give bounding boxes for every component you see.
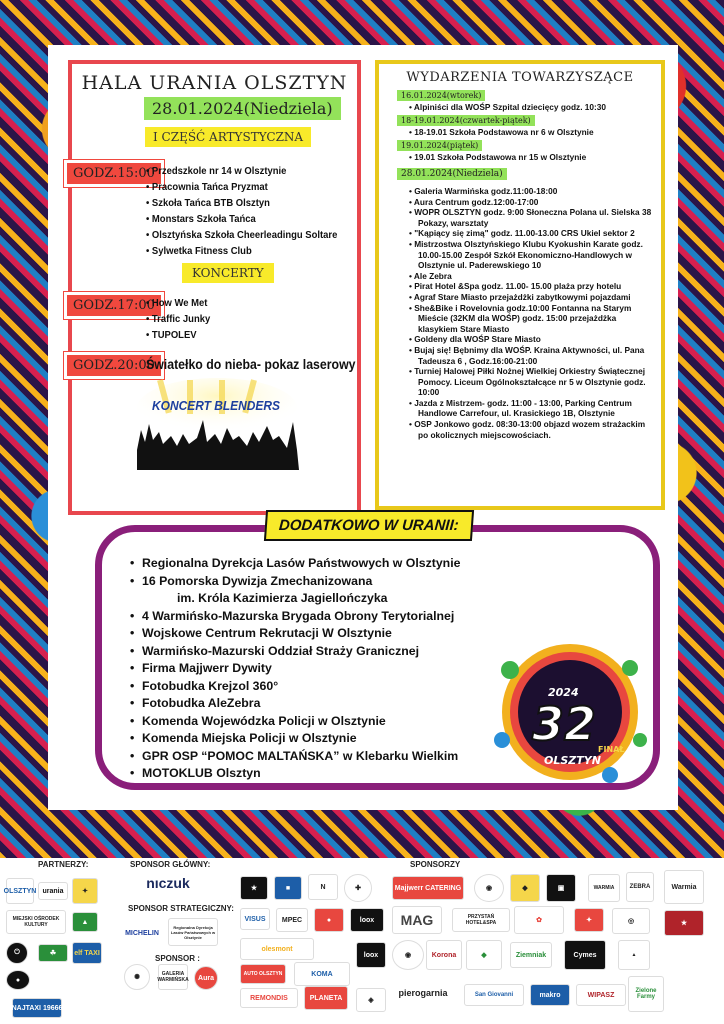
list-item: • Przedszkole nr 14 w Olsztynie bbox=[146, 163, 337, 179]
nczuk-logo: nıczuk bbox=[146, 875, 190, 891]
sponsor-logo: ■ bbox=[274, 876, 302, 900]
partner-logo: ● bbox=[6, 970, 30, 990]
list-item: • Turniej Halowej Piłki Nożnej Wielkiej Orkiestry Świątecznej Pomocy. Liceum Ogólnokształcące nr 5 w Olsztynie godz. 10:00 bbox=[409, 366, 654, 398]
list-item: • Traffic Junky bbox=[146, 311, 210, 327]
przystan-logo: PRZYSTAŃ HOTEL&SPA bbox=[452, 908, 510, 932]
zebra-logo: ZEBRA bbox=[626, 872, 654, 902]
side-events-title: WYDARZENIA TOWARZYSZĄCE bbox=[406, 70, 634, 85]
sponsor-logo: ★ bbox=[240, 876, 268, 900]
sponsors-footer bbox=[0, 858, 724, 1024]
list-item: • Fotobudka AleZebra bbox=[130, 696, 261, 710]
date-tag: 18-19.01.2024(czwartek-piątek) bbox=[397, 115, 535, 126]
sponsor-logo: ▲ bbox=[618, 940, 650, 970]
power-icon: ⏻ bbox=[6, 942, 28, 964]
date-tag: 19.01.2024(piątek) bbox=[397, 140, 482, 151]
sponsor-logo: ✦ bbox=[574, 908, 604, 932]
koma-logo: KOMA bbox=[294, 962, 350, 986]
sponsor-heading: SPONSOR : bbox=[155, 954, 200, 963]
list-item: • GPR OSP “POMOC MALTAŃSKA” w Klebarku Wielkim bbox=[130, 748, 459, 763]
sponsor-logo: ✿ bbox=[514, 906, 564, 934]
ziemniak-logo: Ziemniak bbox=[510, 942, 552, 968]
badge-number: 32 bbox=[532, 697, 597, 751]
loox-logo: loox bbox=[350, 908, 384, 932]
side-list bbox=[409, 186, 654, 440]
laser-show-text: Światełko do nieba- pokaz laserowy bbox=[146, 356, 356, 372]
sponsors-heading: SPONSORZY bbox=[410, 860, 461, 869]
wosp-final-badge bbox=[490, 640, 650, 790]
sponsor-logo: ◆ bbox=[466, 940, 502, 970]
list-item: • Pracownia Tańca Pryzmat bbox=[146, 179, 337, 195]
sponsor-logo: ◈ bbox=[356, 988, 386, 1012]
list-item: • Pirat Hotel &Spa godz. 11.00- 15.00 plaża przy hotelu bbox=[409, 281, 654, 292]
elf-taxi-logo: elf TAXI bbox=[72, 942, 102, 964]
partner-logo: ☘ bbox=[38, 944, 68, 962]
artistic-part-label: I CZĘŚĆ ARTYSTYCZNA bbox=[145, 127, 311, 147]
list-item: • MOTOKLUB Olsztyn bbox=[130, 766, 261, 780]
list-item: • 19.01 Szkoła Podstawowa nr 15 w Olsztynie bbox=[409, 152, 654, 163]
sponsor-logo: ◎ bbox=[612, 908, 650, 934]
blenders-concert-graphic bbox=[127, 380, 307, 470]
galeria-logo: GALERIA WARMIŃSKA bbox=[158, 964, 188, 990]
list-item: • Warmińsko-Mazurski Oddział Straży Granicznej bbox=[130, 643, 419, 658]
sponsor-logo: ★ bbox=[664, 910, 704, 936]
date-tag: 28.01.2024(Niedziela) bbox=[397, 168, 507, 180]
pierogarnia-logo: pierogarnia bbox=[398, 988, 448, 998]
partners-heading: PARTNERZY: bbox=[38, 860, 89, 869]
wosp-32-final-icon bbox=[490, 640, 650, 790]
warmia-logo: Warmia bbox=[664, 870, 704, 904]
sponsor-logo: WARMIA bbox=[588, 874, 620, 902]
concerts-list bbox=[146, 295, 217, 343]
badge-city: OLSZTYN bbox=[544, 754, 601, 767]
sponsor-logo: ◉ bbox=[474, 874, 504, 902]
korona-logo: Korona bbox=[426, 940, 462, 970]
artistic-list bbox=[146, 163, 359, 259]
makro-logo: makro bbox=[530, 984, 570, 1006]
sponsor-logo: ◆ bbox=[510, 874, 540, 902]
list-item: • Galeria Warmińska godz.11:00-18:00 bbox=[409, 186, 654, 197]
michelin-logo: MICHELIN bbox=[125, 929, 159, 937]
sponsor-logo: ▣ bbox=[546, 874, 576, 902]
side-events-box bbox=[375, 60, 665, 510]
extra-list bbox=[130, 555, 460, 783]
sponsor-logo: ● bbox=[314, 908, 344, 932]
list-item: • Bujaj się! Bębnimy dla WOŚP. Kraina Aktywności, ul. Pana Tadeusza 6 , Godz.16:00-21:00 bbox=[409, 345, 654, 366]
concerts-label: KONCERTY bbox=[182, 263, 274, 283]
list-item: • Regionalna Dyrekcja Lasów Państwowych w Olsztynie bbox=[130, 556, 461, 570]
sponsor-logo: ✚ bbox=[344, 874, 372, 902]
cymes-logo: Cymes bbox=[564, 940, 606, 970]
list-item: • She&Bike i Rovelovnia godz.10:00 Fontanna na Starym Mieście (32KM dla WOŚP) godz. 15:00 przejażdżka klasykiem Stare Miasto bbox=[409, 303, 654, 335]
crowd-silhouette-icon bbox=[127, 380, 307, 470]
sponsor-logo: N bbox=[308, 874, 338, 900]
list-item: • How We Met bbox=[146, 295, 210, 311]
list-item: • WOPR OLSZTYN godz. 9:00 Słoneczna Polana ul. Sielska 38 Pokazy, warsztaty bbox=[409, 207, 654, 228]
extra-urania-title: DODATKOWO W URANII: bbox=[264, 510, 474, 541]
mok-logo: MIEJSKI OŚRODEK KULTURY bbox=[6, 910, 66, 934]
list-item: • Sylwetka Fitness Club bbox=[146, 243, 337, 259]
list-item: • Jazda z Mistrzem- godz. 11:00 - 13:00, Parking Centrum Handlowe Carrefour, ul. Krasickiego 1B, Olsztynie bbox=[409, 398, 654, 419]
list-item: • Agraf Stare Miasto przejażdżki zabytkowymi pojazdami bbox=[409, 292, 654, 303]
list-item: • Wojskowe Centrum Rekrutacji W Olsztynie bbox=[130, 626, 392, 640]
list-item: • 4 Warmińsko-Mazurska Brygada Obrony Terytorialnej bbox=[130, 608, 455, 623]
time-1700: GODZ.17:00 bbox=[64, 292, 164, 319]
list-item: • Monstars Szkoła Tańca bbox=[146, 211, 337, 227]
mag-logo: MAG bbox=[392, 906, 442, 934]
olesmont-logo: olesmont bbox=[240, 938, 314, 960]
list-item: • "Kąpiący się zimą" godz. 11.00-13.00 CRS Ukiel sektor 2 bbox=[409, 228, 654, 239]
strategic-sponsor-heading: SPONSOR STRATEGICZNY: bbox=[128, 904, 234, 913]
loox-logo: loox bbox=[356, 942, 386, 968]
main-sponsor-heading: SPONSOR GŁÓWNY: bbox=[130, 860, 211, 869]
majjwerr-logo: Majjwerr CATERING bbox=[392, 876, 464, 900]
list-item: • Firma Majjwerr Dywity bbox=[130, 661, 272, 675]
side-list bbox=[409, 127, 654, 138]
list-item: • Alpiniści dla WOŚP Szpital dziecięcy godz. 10:30 bbox=[409, 102, 654, 113]
time-2000: GODZ.20:00 bbox=[64, 352, 164, 379]
list-item: • Mistrzostwa Olsztyńskiego Klubu Kyokushin Karate godz. 10.00-15.00 Zespół Szkół Ekonomiczno-Handlowych w Olsztynie ul. Paderewskiego 10 bbox=[409, 239, 654, 271]
partner-logo: ✦ bbox=[72, 878, 98, 904]
list-item: • Komenda Wojewódzka Policji w Olsztynie bbox=[130, 713, 386, 728]
list-item: • TUPOLEV bbox=[146, 327, 210, 343]
najtaxi-logo: NAJTAXI 19666 bbox=[12, 998, 62, 1018]
list-item: • OSP Jonkowo godz. 08:30-13:00 objazd wozem strażackim po okolicznych miejscowościach. bbox=[409, 419, 654, 440]
urania-program-box bbox=[68, 60, 361, 515]
sponsor-logo: ◉ bbox=[392, 940, 424, 970]
badge-year: 2024 bbox=[548, 686, 579, 699]
date-tag: 16.01.2024(wtorek) bbox=[397, 90, 485, 101]
lasy-logo: Regionalna Dyrekcja Lasów Państwowych w Olsztynie bbox=[168, 918, 218, 946]
sangiovanni-logo: San Giovanni bbox=[464, 984, 524, 1006]
hall-title: HALA URANIA OLSZTYN bbox=[81, 72, 348, 94]
list-item: • Goldeny dla WOŚP Stare Miasto bbox=[409, 334, 654, 345]
side-list bbox=[409, 102, 654, 113]
event-date: 28.01.2024(Niedziela) bbox=[144, 97, 341, 120]
list-item: • Fotobudka Krejzol 360° bbox=[130, 678, 279, 693]
list-item: • Komenda Miejska Policji w Olsztynie bbox=[130, 731, 357, 745]
partner-logo: ▲ bbox=[72, 912, 98, 932]
list-item: • 18-19.01 Szkoła Podstawowa nr 6 w Olsztynie bbox=[409, 127, 654, 138]
badge-final: FINAŁ bbox=[598, 745, 625, 754]
list-item: • Szkoła Tańca BTB Olsztyn bbox=[146, 195, 337, 211]
remondis-logo: REMONDIS bbox=[240, 988, 298, 1008]
urania-logo: urania bbox=[38, 882, 68, 900]
wipasz-logo: WIPASZ bbox=[576, 984, 626, 1006]
side-list bbox=[409, 152, 654, 163]
aura-logo: Aura bbox=[194, 966, 218, 990]
auto-logo: AUTO OLSZTYN bbox=[240, 964, 286, 984]
time-1500: GODZ.15:00 bbox=[64, 160, 164, 187]
mpec-logo: MPEC bbox=[276, 908, 308, 932]
blenders-label: KONCERT BLENDERS bbox=[152, 398, 281, 413]
list-item: • 16 Pomorska Dywizja Zmechanizowana bbox=[130, 573, 373, 588]
planeta-logo: PLANETA bbox=[304, 986, 348, 1010]
partner-logo: ✺ bbox=[124, 964, 150, 990]
list-item: • Olsztyńska Szkoła Cheerleadingu Soltare bbox=[146, 227, 337, 243]
list-item: im. Króla Kazimierza Jagiellończyka bbox=[177, 591, 388, 605]
list-item: • Aura Centrum godz.12:00-17:00 bbox=[409, 197, 654, 208]
zielone-farmy-logo: Zielone Farmy bbox=[628, 976, 664, 1012]
list-item: • Ale Zebra bbox=[409, 271, 654, 282]
visus-logo: VISUS bbox=[240, 908, 270, 930]
olsztyn-logo: OLSZTYN bbox=[6, 878, 34, 904]
